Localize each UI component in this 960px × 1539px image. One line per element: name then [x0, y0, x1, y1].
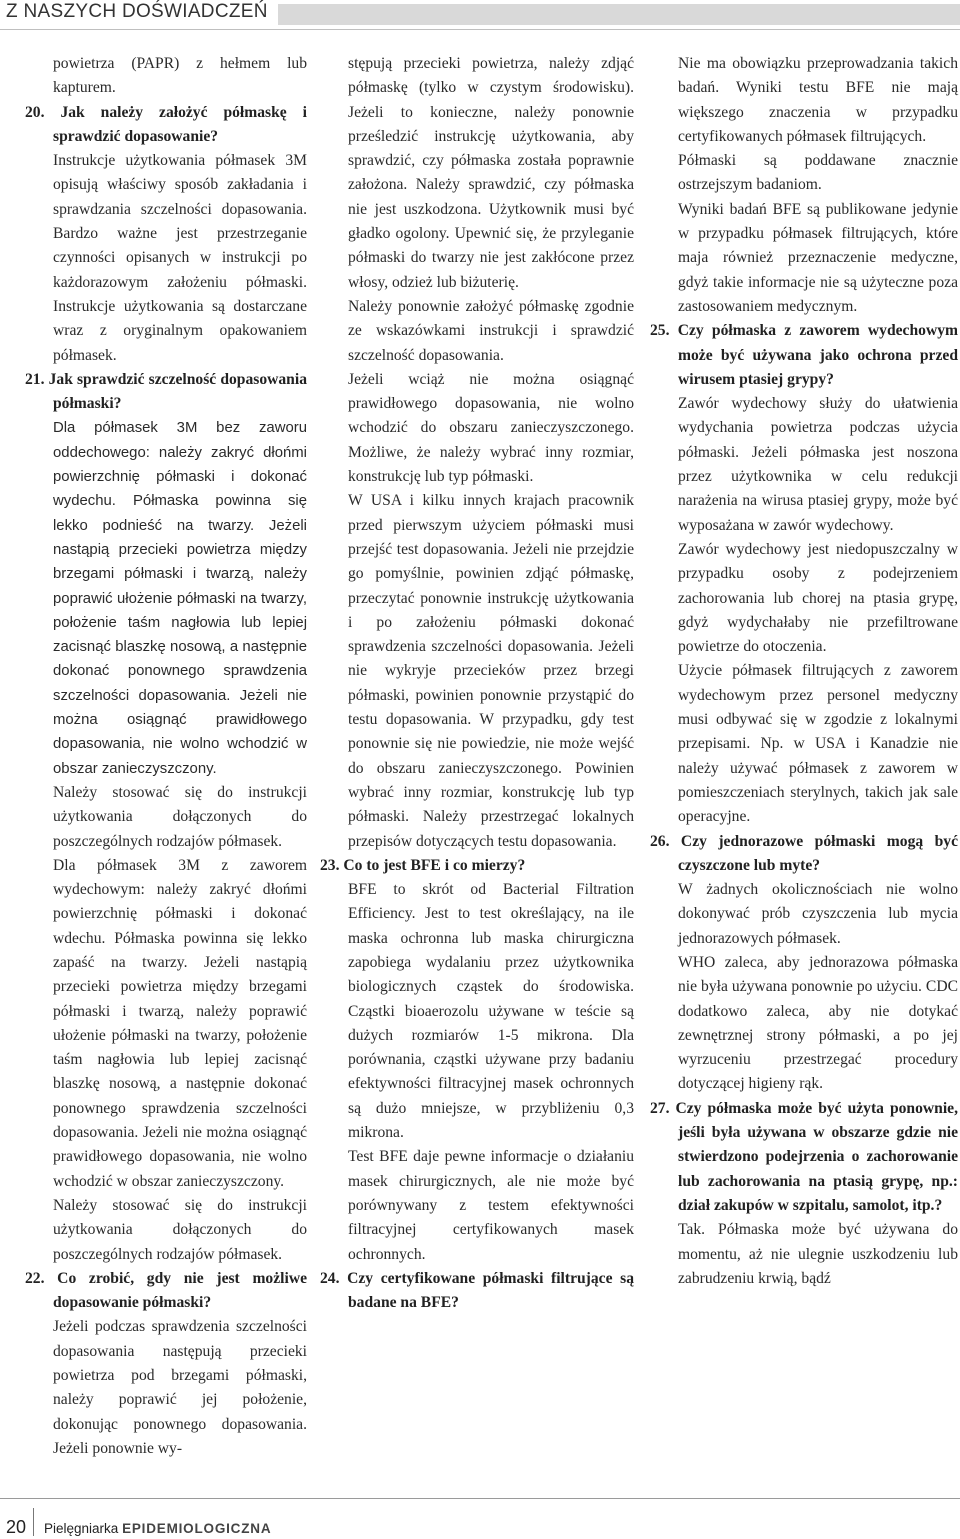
paragraph: W USA i kilku innych krajach pracownik przed pierwszym użyciem półmaski musi przejść test dopasowania. Jeżeli nie przejdzie go pomyślnie, powinien zdjąć półmaskę, przeczytać ponownie instrukcję użytkowania i po założeniu półmaski dokonać sprawdzenia szczelności dopasowania. Jeżeli nie wykryje przecieków przez brzegi półmaski, powinien ponownie przystąpić do testu dopasowania. W przypadku, gdy test ponownie się nie powiedzie, nie może wejść do obszaru zanieczyszczonego. Powinien wybrać inny rozmiar, konstrukcję lub typ półmaski. Należy przestrzegać lokalnych przepisów dotyczących testu dopasowania.: [348, 492, 634, 850]
paragraph: Tak. Półmaska może być używana do momentu, aż nie ulegnie uszkodzeniu lub zabrudzeniu krwią, bądź: [678, 1221, 958, 1287]
paragraph: powietrza (PAPR) z hełmem lub kapturem.: [53, 55, 307, 97]
paragraph: Półmaski są poddawane znacznie ostrzejszym badaniom.: [678, 152, 958, 194]
paragraph: Nie ma obowiązku przeprowadzania takich badań. Wyniki testu BFE nie mają większego znaczenia w przypadku certyfikowanych półmasek filtrujących.: [678, 55, 958, 145]
paragraph: Należy stosować się do instrukcji użytkowania dołączonych do poszczególnych rodzajów półmasek.: [53, 783, 307, 850]
text-column-3: [650, 52, 958, 1291]
paragraph: W żadnych okolicznościach nie wolno dokonywać prób czyszczenia lub mycia jednorazowych półmasek.: [678, 881, 958, 947]
header-rule: [0, 29, 960, 30]
question-heading-20: 20. Jak należy założyć półmaskę i sprawdzić dopasowanie?: [25, 103, 307, 145]
footer-rule: [0, 1498, 960, 1499]
paragraph: stępują przecieki powietrza, należy zdjąć półmaskę (tylko w czystym środowisku). Jeżeli to konieczne, należy ponownie prześledzić instrukcję użytkowania, aby sprawdzić, czy półmaska została poprawnie założona. Należy sprawdzić, czy półmaska nie jest uszkodzona. Użytkownik musi być gładko ogolony. Upewnić się, że przyleganie półmaski do twarzy nie jest zakłócone przez włosy, odzież lub biżuterię.: [348, 55, 634, 291]
question-heading-25: 25. Czy półmaska z zaworem wydechowym może być używana jako ochrona przed wirusem ptasiej grypy?: [650, 322, 958, 388]
text-column-1: [25, 52, 307, 1461]
page-header: [0, 0, 960, 30]
question-heading-27: 27. Czy półmaska może być użyta ponownie, jeśli była używana w obszarze gdzie nie stwierdzono podejrzenia o zachorowanie lub zachorowania na ptasią grypę, np.: dział zakupów w szpitalu, samolot, itp.?: [650, 1099, 958, 1214]
question-heading-22: 22. Co zrobić, gdy nie jest możliwe dopasowanie półmaski?: [25, 1269, 307, 1312]
paragraph: Jeżeli podczas sprawdzenia szczelności dopasowania następują przecieki powietrza pod brzegami półmaski, należy poprawić jej położenie, dokonując ponownego dopasowania. Jeżeli ponownie wy-: [53, 1318, 307, 1457]
paragraph: Należy ponownie założyć półmaskę zgodnie ze wskazówkami instrukcji i sprawdzić szczelność dopasowania.: [348, 297, 634, 364]
footer-divider: [33, 1508, 34, 1536]
question-heading-26: 26. Czy jednorazowe półmaski mogą być czyszczone lub myte?: [650, 832, 958, 874]
paragraph: Dla półmasek 3M bez zaworu oddechowego: należy zakryć dłońmi powierzchnię półmaski i dokonać wydechu. Półmaska powinna się lekko podnieść na twarzy. Jeżeli nastąpią przecieki powietrza między brzegami półmaski i twarzą, należy poprawić ułożenie półmaski na twarzy, położenie taśm nagłowia lub lepiej zacisnąć blaszkę nosową, a następnie dokonać ponownego sprawdzenia szczelności dopasowania. Jeżeli nie można osiągnąć prawidłowego dopasowania, nie wolno wchodzić w obszar zanieczyszczony.: [53, 420, 307, 777]
paragraph: Zawór wydechowy jest niedopuszczalny w przypadku osoby z podejrzeniem zachorowania lub chorej na ptasia grypę, gdyż wydychałaby nie przefiltrowane powietrze do otoczenia.: [678, 540, 958, 656]
journal-prefix: Pielęgniarka: [44, 1521, 119, 1536]
header-bar: [278, 4, 960, 25]
paragraph: Należy stosować się do instrukcji użytkowania dołączonych do poszczególnych rodzajów półmasek.: [53, 1196, 307, 1263]
paragraph: WHO zaleca, aby jednorazowa półmaska nie była używana ponownie po użyciu. CDC dodatkowo zaleca, aby nie dotykać zewnętrznej strony półmaski, a po jej wyrzuceniu przestrzegać procedury dotyczącej higieny rąk.: [678, 953, 958, 1093]
paragraph: Użycie półmasek filtrujących z zaworem wydechowym przez personel medyczny musi odbywać się w zgodzie z lokalnymi przepisami. Np. w USA i Kanadzie nie należy używać półmasek z zaworem w pomieszczeniach sterylnych, takich jak sale operacyjne.: [678, 662, 958, 826]
question-heading-24: 24. Czy certyfikowane półmaski filtrujące są badane na BFE?: [320, 1269, 634, 1312]
question-heading-21: 21. Jak sprawdzić szczelność dopasowania półmaski?: [25, 370, 307, 413]
paragraph: Wyniki badań BFE są publikowane jedynie w przypadku półmasek filtrujących, które maja również przeznaczenie medyczne, gdyż takie informacje nie są użyteczne poza zastosowaniem medycznym.: [678, 200, 958, 315]
section-title: Z NASZYCH DOŚWIADCZEŃ: [6, 1, 268, 22]
journal-title: EPIDEMIOLOGICZNA: [122, 1521, 272, 1536]
journal-name: [44, 1521, 271, 1536]
page-number: 20: [6, 1517, 27, 1537]
paragraph: Jeżeli wciąż nie można osiągnąć prawidłowego dopasowania, nie wolno wchodzić do obszaru zanieczyszczonego. Możliwe, że należy wybrać inny rozmiar, konstrukcję lub typ półmaski.: [348, 370, 634, 486]
paragraph: Zawór wydechowy służy do ułatwienia wydychania powietrza podczas użycia półmaski. Jeżeli półmaska jest noszona przez użytkownika w celu redukcji narażenia na wirusa ptasiej grypy, może być wyposażana w zawór wydechowy.: [678, 395, 958, 534]
text-column-2: [320, 52, 634, 1315]
paragraph: BFE to skrót od Bacterial Filtration Efficiency. Jest to test określający, na ile maska ochronna lub maska chirurgiczna zapobiega wydalaniu przez użytkownika biologicznych cząstek do środowiska. Cząstki bioaerozolu używane w teście są dużych rozmiarów 1-5 mikrona. Dla porównania, cząstki używane przy badaniu efektywności filtracyjnej masek ochronnych są dużo mniejsze, w przybliżeniu 0,3 mikrona.: [348, 881, 634, 1142]
paragraph: Dla półmasek 3M z zaworem wydechowym: należy zakryć dłońmi powierzchnię półmaski i dokonać wdechu. Półmaska powinna się lekko zapaść na twarzy. Jeżeli nastąpią przecieki powietrza między brzegami półmaski i twarzą, należy poprawić ułożenie półmaski na twarzy, położenie taśm nagłowia lub lepiej zacisnąć blaszkę nosową, a następnie dokonać ponownego sprawdzenia szczelności dopasowania. Jeżeli nie można osiągnąć prawidłowego dopasowania, nie wolno wchodzić w obszar zanieczyszczony.: [53, 856, 307, 1190]
paragraph: Instrukcje użytkowania półmasek 3M opisują właściwy sposób zakładania i sprawdzania szczelności dopasowania. Bardzo ważne jest przestrzeganie czynności opisanych w instrukcji po każdorazowym założeniu półmaski. Instrukcje użytkowania są dostarczane wraz z oryginalnym opakowaniem półmasek.: [53, 152, 307, 364]
question-heading-23: 23. Co to jest BFE i co mierzy?: [320, 856, 526, 874]
paragraph: Test BFE daje pewne informacje o działaniu masek chirurgicznych, ale nie może być porównywany z testem efektywności filtracyjnej certyfikowanych masek ochronnych.: [348, 1148, 634, 1263]
